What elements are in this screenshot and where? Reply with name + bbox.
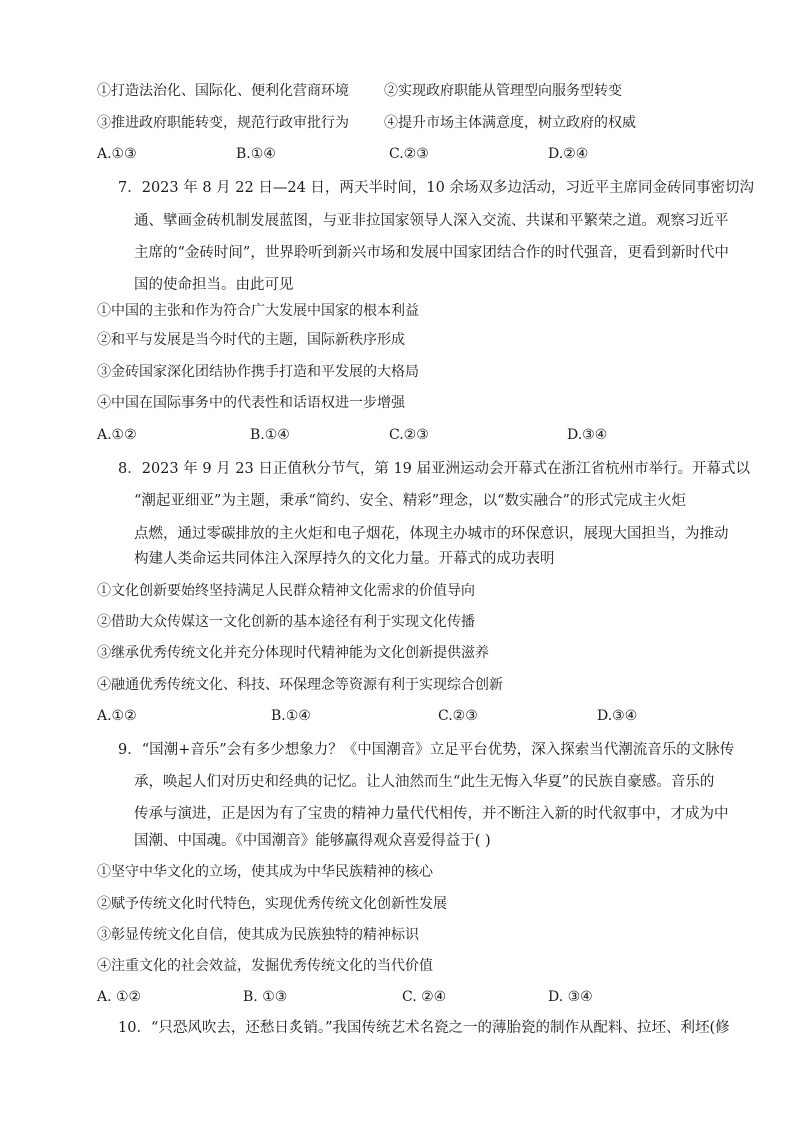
q7-choice-b: B.①④ (250, 427, 290, 443)
q8-choice-a: A.①② (97, 708, 137, 724)
q7-stem-line-3: 主席的“金砖时间”，世界聆听到新兴市场和发展中国家团结合作的时代强音，更看到新时代中 (134, 245, 729, 261)
q8-stem-line-4: 构建人类命运共同体注入深厚持久的文化力量。开幕式的成功表明 (134, 551, 555, 567)
q6-choice-c: C.②③ (389, 146, 429, 162)
q7-choice-a: A.①② (97, 427, 137, 443)
q6-choice-a: A.①③ (97, 146, 137, 162)
q8-choice-c: C.②③ (438, 708, 478, 724)
q9-choice-a: A. ①② (97, 989, 142, 1005)
q8-option-2: ②借助大众传媒这一文化创新的基本途径有利于实现文化传播 (97, 614, 475, 630)
q9-choices (97, 987, 757, 1007)
q8-stem-line-1: 8．2023 年 9 月 23 日正值秋分节气，第 19 届亚洲运动会开幕式在浙江省杭州市举行。开幕式以 (118, 461, 751, 477)
q7-option-2: ②和平与发展是当今时代的主题，国际新秩序形成 (97, 332, 405, 348)
q9-option-1: ①坚守中华文化的立场，使其成为中华民族精神的核心 (97, 864, 433, 880)
q7-choice-c: C.②③ (389, 427, 429, 443)
q7-stem-line-4: 国的使命担当。由此可见 (134, 277, 294, 293)
q7-option-1: ①中国的主张和作为符合广大发展中国家的根本利益 (97, 303, 419, 319)
q10-stem-line-1: 10．“只恐风吹去，还愁日炙销。”我国传统艺术名瓷之一的薄胎瓷的制作从配料、拉坯、利坯(修 (118, 1020, 730, 1036)
q6-option-4: ④提升市场主体满意度，树立政府的权威 (384, 115, 636, 131)
q8-choices (97, 706, 757, 726)
q9-choice-c: C. ②④ (402, 989, 447, 1005)
q8-option-1: ①文化创新要始终坚持满足人民群众精神文化需求的价值导向 (97, 583, 475, 599)
q7-choice-d: D.③④ (567, 427, 608, 443)
q6-choice-b: B.①④ (236, 146, 276, 162)
q9-stem-line-1: 9．“国潮+音乐”会有多少想象力？《中国潮音》立足平台优势，深入探索当代潮流音乐的文脉传 (118, 742, 735, 758)
q8-option-3: ③继承优秀传统文化并充分体现时代精神能为文化创新提供滋养 (97, 645, 489, 661)
q9-option-2: ②赋予传统文化时代特色，实现优秀传统文化创新性发展 (97, 896, 447, 912)
q9-option-4: ④注重文化的社会效益，发掘优秀传统文化的当代价值 (97, 958, 433, 974)
q6-option-1: ①打造法治化、国际化、便利化营商环境 (97, 83, 349, 99)
q9-choice-b: B. ①③ (243, 989, 288, 1005)
q6-options-row-2 (97, 113, 757, 133)
q7-stem-line-1: 7．2023 年 8 月 22 日—24 日，两天半时间，10 余场双多边活动，习近平主席同金砖同事密切沟 (118, 180, 754, 196)
q9-option-3: ③彰显传统文化自信，使其成为民族独特的精神标识 (97, 927, 419, 943)
q9-stem-line-2: 承，唤起人们对历史和经典的记忆。让人油然而生“此生无悔入华夏”的民族自豪感。音乐的 (134, 774, 715, 790)
q8-stem-line-2: “潮起亚细亚”为主题，秉承“简约、安全、精彩”理念，以“数实融合”的形式完成主火炬 (134, 493, 686, 509)
q6-options-row-1 (97, 81, 757, 101)
q8-choice-b: B.①④ (271, 708, 311, 724)
q6-option-2: ②实现政府职能从管理型向服务型转变 (384, 83, 622, 99)
q7-option-4: ④中国在国际事务中的代表性和话语权进一步增强 (97, 395, 405, 411)
q9-choice-d: D. ③④ (548, 989, 593, 1005)
q6-option-3: ③推进政府职能转变，规范行政审批行为 (97, 115, 349, 131)
q9-stem-line-3: 传承与演进，正是因为有了宝贵的精神力量代代相传，并不断注入新的时代叙事中，才成为中 (134, 806, 729, 822)
q6-choice-d: D.②④ (548, 146, 589, 162)
q8-option-4: ④融通优秀传统文化、科技、环保理念等资源有利于实现综合创新 (97, 677, 503, 693)
q8-stem-line-3: 点燃，通过零碳排放的主火炬和电子烟花，体现主办城市的环保意识，展现大国担当，为推动 (134, 526, 729, 542)
q6-choices (97, 144, 757, 164)
q7-stem-line-2: 通、擘画金砖机制发展蓝图，与亚非拉国家领导人深入交流、共谋和平繁荣之道。观察习近平 (134, 213, 729, 229)
q9-stem-line-4: 国潮、中国魂。《中国潮音》能够赢得观众喜爱得益于( ) (134, 833, 491, 849)
q7-option-3: ③金砖国家深化团结协作携手打造和平发展的大格局 (97, 364, 419, 380)
q8-choice-d: D.③④ (597, 708, 638, 724)
q7-choices (97, 425, 757, 445)
